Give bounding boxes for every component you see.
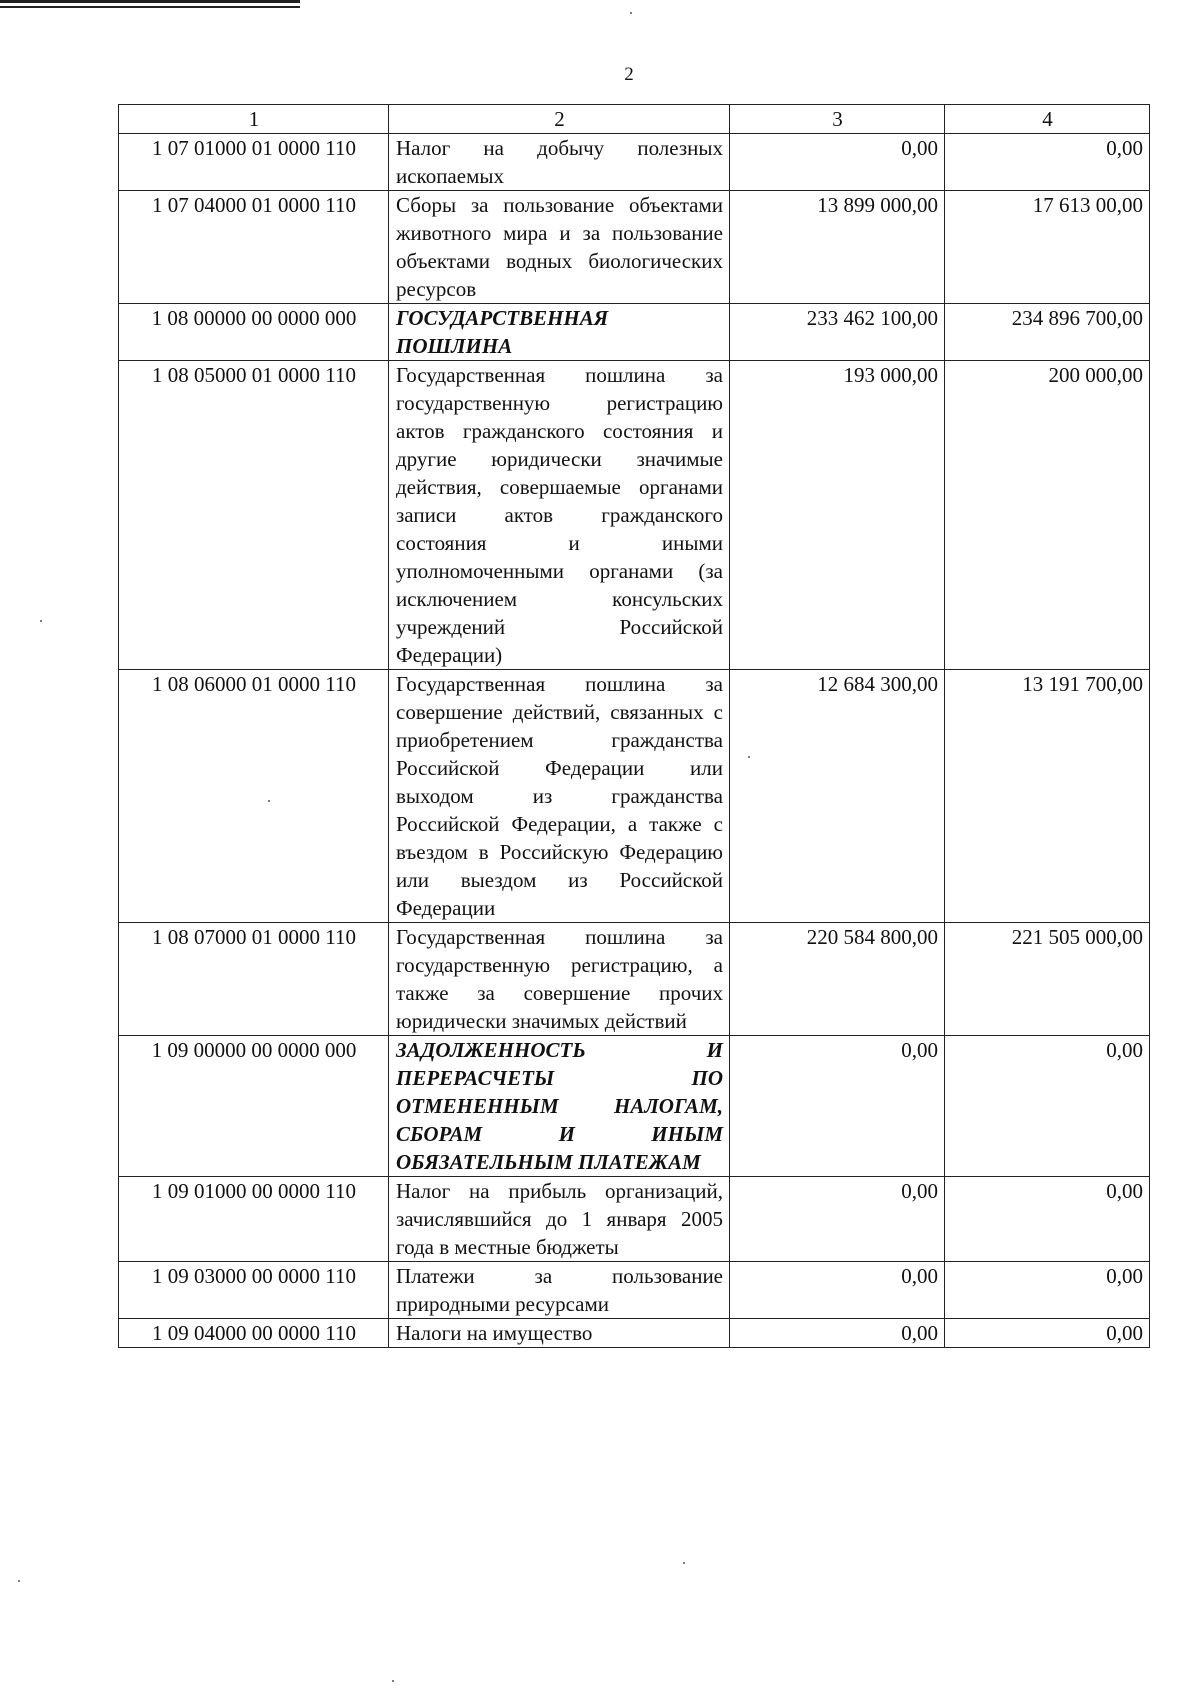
budget-table [118, 104, 1150, 1348]
income-name-cell: ЗАДОЛЖЕННОСТЬ И ПЕРЕРАСЧЕТЫ ПО ОТМЕНЕННЫМ НАЛОГАМ, СБОРАМ И ИНЫМ ОБЯЗАТЕЛЬНЫМ ПЛАТЕЖАМ [389, 1036, 730, 1177]
amount-col3-cell: 0,00 [730, 1177, 945, 1262]
amount-col3-cell: 0,00 [730, 134, 945, 191]
income-code-cell: 1 07 04000 01 0000 110 [119, 191, 389, 304]
income-name-cell: Налог на прибыль организаций, зачислявшийся до 1 января 2005 года в местные бюджеты [389, 1177, 730, 1262]
table-row [119, 134, 1150, 191]
amount-col3-cell: 233 462 100,00 [730, 304, 945, 361]
amount-col4-cell: 0,00 [945, 1036, 1150, 1177]
scan-edge-line [0, 0, 300, 3]
table-row [119, 191, 1150, 304]
income-name-cell: Платежи за пользование природными ресурсами [389, 1262, 730, 1319]
income-code-cell: 1 08 06000 01 0000 110 [119, 670, 389, 923]
income-code-cell: 1 08 00000 00 0000 000 [119, 304, 389, 361]
table-row [119, 1177, 1150, 1262]
amount-col4-cell: 0,00 [945, 134, 1150, 191]
amount-col3-cell: 220 584 800,00 [730, 923, 945, 1036]
scan-speck [18, 1580, 20, 1582]
scan-edge-line [0, 6, 300, 8]
amount-col4-cell: 17 613 00,00 [945, 191, 1150, 304]
amount-col4-cell: 0,00 [945, 1319, 1150, 1348]
scan-speck [683, 1562, 685, 1564]
income-name-cell: Государственная пошлина за государственную регистрацию, а также за совершение прочих юридически значимых действий [389, 923, 730, 1036]
income-name-cell: Налоги на имущество [389, 1319, 730, 1348]
income-code-cell: 1 08 07000 01 0000 110 [119, 923, 389, 1036]
table-row [119, 1319, 1150, 1348]
income-name-cell: ГОСУДАРСТВЕННАЯ ПОШЛИНА [389, 304, 730, 361]
income-code-cell: 1 09 04000 00 0000 110 [119, 1319, 389, 1348]
amount-col4-cell: 13 191 700,00 [945, 670, 1150, 923]
income-name-cell: Государственная пошлина за совершение действий, связанных с приобретением гражданства Российской Федерации или выходом из гражданства Российской Федерации, а также с въездом в Российскую Федерацию или выездом из Российской Федерации [389, 670, 730, 923]
income-name-cell: Сборы за пользование объектами животного мира и за пользование объектами водных биологических ресурсов [389, 191, 730, 304]
table-row [119, 670, 1150, 923]
table-row [119, 1262, 1150, 1319]
amount-col3-cell: 0,00 [730, 1262, 945, 1319]
income-code-cell: 1 08 05000 01 0000 110 [119, 361, 389, 670]
amount-col3-cell: 0,00 [730, 1036, 945, 1177]
amount-col3-cell: 0,00 [730, 1319, 945, 1348]
income-code-cell: 1 09 00000 00 0000 000 [119, 1036, 389, 1177]
amount-col4-cell: 0,00 [945, 1262, 1150, 1319]
scan-speck [630, 12, 632, 14]
table-row [119, 1036, 1150, 1177]
income-code-cell: 1 09 01000 00 0000 110 [119, 1177, 389, 1262]
page-number: 2 [624, 64, 634, 85]
income-code-cell: 1 07 01000 01 0000 110 [119, 134, 389, 191]
scan-speck [392, 1680, 394, 1682]
table-row [119, 923, 1150, 1036]
table-row [119, 361, 1150, 670]
amount-col4-cell: 200 000,00 [945, 361, 1150, 670]
table-header-row [119, 105, 1150, 134]
table-row [119, 304, 1150, 361]
column-header-2: 2 [389, 105, 730, 134]
amount-col4-cell: 221 505 000,00 [945, 923, 1150, 1036]
amount-col3-cell: 193 000,00 [730, 361, 945, 670]
amount-col3-cell: 12 684 300,00 [730, 670, 945, 923]
amount-col4-cell: 0,00 [945, 1177, 1150, 1262]
income-name-cell: Государственная пошлина за государственную регистрацию актов гражданского состояния и другие юридически значимые действия, совершаемые органами записи актов гражданского состояния и иными уполномоченными органами (за исключением консульских учреждений Российской Федерации) [389, 361, 730, 670]
column-header-3: 3 [730, 105, 945, 134]
column-header-4: 4 [945, 105, 1150, 134]
income-name-cell: Налог на добычу полезных ископаемых [389, 134, 730, 191]
column-header-1: 1 [119, 105, 389, 134]
amount-col3-cell: 13 899 000,00 [730, 191, 945, 304]
income-code-cell: 1 09 03000 00 0000 110 [119, 1262, 389, 1319]
scan-speck [40, 620, 42, 622]
amount-col4-cell: 234 896 700,00 [945, 304, 1150, 361]
